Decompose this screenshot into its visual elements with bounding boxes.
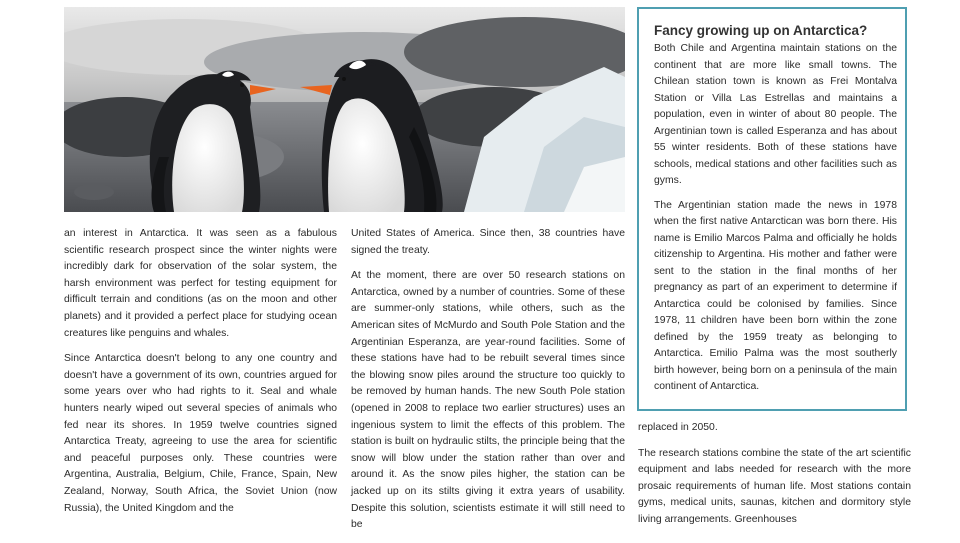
article-column-right [638,420,911,538]
sidebar-feature-box [637,7,907,411]
feature-box-title: Fancy growing up on Antarctica? [654,23,868,38]
penguin-photo [64,7,625,212]
paragraph: an interest in Antarctica. It was seen as a fabulous scientific research prospect since the winter nights were incredibly dark for observation of the solar system, the harsh environment was perfect for testing equipment for difficult terrain and conditions (as on the moon and other planets) and it provided a perfect place for studying ocean creatures like penguins and whales. [64,228,337,339]
paragraph: The research stations combine the state of the art scientific equipment and labs needed for research with the more prosaic requirements of human life. Most stations contain gyms, medical units, saunas, kitchen and dormitory style living arrangements. Greenhouses [638,447,911,525]
article-column-middle [351,226,625,543]
paragraph: replaced in 2050. [638,422,718,433]
article-column-left [64,226,337,526]
paragraph: Both Chile and Argentina maintain stations on the continent that are more like small towns. The Chilean station town is known as Frei Montalva Station or Villa Las Estrellas and maintains a population, even in winter of about 80 people. The Argentinian town is called Esperanza and has about 55 winter residents. Both of these stations have schools, medical stations and other facilities such as gyms. [654,43,897,186]
paragraph: United States of America. Since then, 38 countries have signed the treaty. [351,228,625,256]
paragraph: Since Antarctica doesn't belong to any one country and doesn't have a government of its own, countries argued for some years over who had rights to it. Seal and whale hunters nearly wiped out several species of animals who fed near its shores. In 1959 twelve countries signed Antarctica Treaty, agreeing to use the area for scientific and peaceful purposes only. These countries were Argentina, Australia, Belgium, Chile, France, Spain, New Zealand, Norway, South Africa, the Soviet Union (now Russia), the United Kingdom and the [64,353,337,514]
paragraph: At the moment, there are over 50 research stations on Antarctica, owned by a number of countries. Some of these are summer-only stations, while others, such as the American sites of McMurdo and South Pole Station and the Argentinian Esperanza, are year-round facilities. Some of these stations have had to be rebuilt several times since the blowing snow piles around the structure too quickly to be removed by human hands. The new South Pole station (opened in 2008 to replace two earlier structures) uses an ingenious system to limit the effects of this problem. The station is built on hydraulic stilts, the principle being that the snow will blow under the station rather than over and around it. As the snow piles higher, the station can be jacked up on its stilts giving it extra years of usability. Despite this solution, scientists estimate it will still need to be [351,270,625,531]
paragraph: The Argentinian station made the news in 1978 when the first native Antarctican was born there. His name is Emilio Marcos Palma and officially he holds citizenship to Argentina. His mother and father were sent to the station in the final months of her pregnancy as part of an experiment to determine if Antarctica could be colonised by families. Since 1978, 11 children have been born within the zone defined by the 1959 treaty as belonging to Antarctica. Emilio Palma was the most southerly birth however, being born on a peninsula of the main continent of Antarctica. [654,199,897,392]
